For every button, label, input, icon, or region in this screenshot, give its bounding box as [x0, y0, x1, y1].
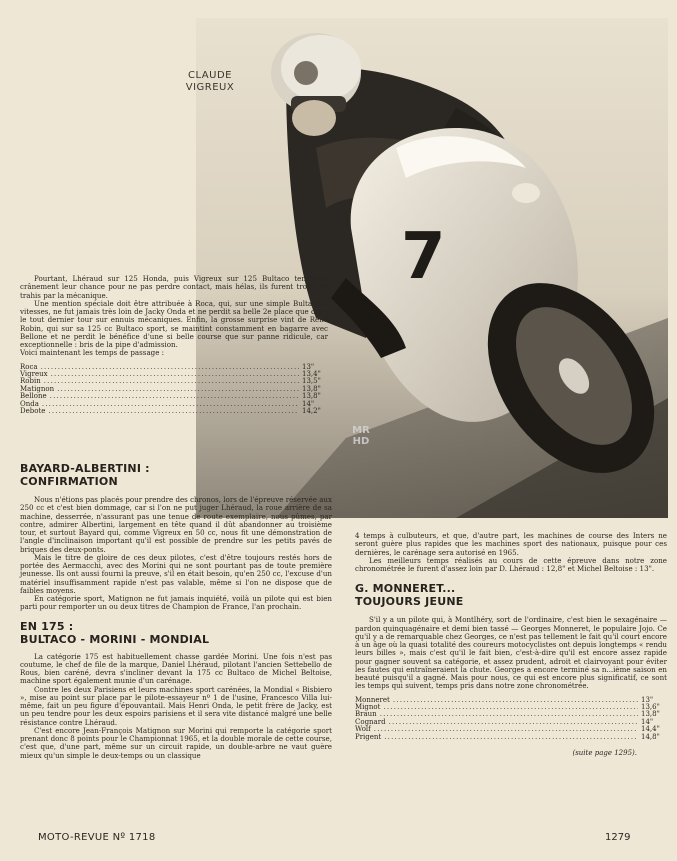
heading-line-1: EN 175 : [20, 619, 74, 633]
time-row [20, 364, 328, 371]
heading-line-2: CONFIRMATION [20, 475, 118, 488]
intro-paragraph-1: Pourtant, Lhéraud sur 125 Honda, puis Vigreux sur 125 Bultaco tentèrent crânement leur chance pour ne pas perdre contact, mais hélas, ils furent trop vite trahis par la mécanique. [20, 274, 328, 300]
section-heading-bayard [20, 462, 332, 488]
intro-text [20, 275, 328, 421]
right-column [355, 532, 667, 757]
rider-time: 14" [302, 399, 315, 408]
rider-name: Debote [20, 406, 46, 415]
race-number: 7 [401, 220, 446, 294]
heading-line-2: TOUJOURS JEUNE [355, 595, 464, 609]
rider-name: Braun [355, 710, 377, 719]
time-row [355, 711, 667, 718]
time-row [20, 386, 328, 393]
photo-caption [170, 70, 250, 94]
monneret-paragraph: S'il y a un pilote qui, à Montlhéry, sort de l'ordinaire, c'est bien le sexagénaire — pardon quinquagénaire et demi bien tassé — Georges Monneret, le populaire Jojo. Ce qu'il y a de remarquable chez Georges, ce n'est pas tellement le fait qu'il court encore à un âge où la quasi totalité des coureurs motocyclistes ont depuis longtemps « rendu leurs billes », mais c'est qu'il le fait bien, c'est-à-dire qu'il est encore assez rapide pour gagner souvent sa catégorie, et assez prudent, adroit et clairvoyant pour éviter les fautes qui entraîneraient la chute. Georges a encore terminé sa n...ième saison en beauté puisqu'il a gagné. Mais pour nous, ce qui est encore plus significatif, ce sont les temps qui suivent, temps pris dans notre zone chronométrée. [355, 615, 667, 691]
time-row [20, 408, 328, 415]
time-row [20, 371, 328, 378]
rider-time: 14" [641, 717, 654, 726]
rider-time: 13,8" [302, 392, 321, 401]
rider-name: Monneret [355, 695, 390, 704]
intro-paragraph-3: Voici maintenant les temps de passage : [20, 348, 165, 358]
rider-time: 14,8" [641, 732, 660, 741]
watermark-line-2: HD [352, 436, 370, 447]
time-row [355, 734, 667, 741]
en175-paragraph-2: Contre les deux Parisiens et leurs machines sport carénées, la Mondial « Bisbiero », mise au point sur place par le pilote-essayeur nº 1 de l'usine, Francesco Villa lui-même, fait un peu figure d'épouvantail. Mais Henri Onda, le petit frère de Jacky, est un peu tendre pour les deux espoirs parisiens et il sera vite distancé malgré une belle résistance contre Lhéraud. [20, 684, 332, 727]
caption-line-2: VIGREUX [185, 82, 235, 93]
section-heading-monneret [355, 582, 667, 608]
rider-name: Onda [20, 399, 39, 408]
time-row [20, 393, 328, 400]
rider-time: 13,4" [302, 369, 321, 378]
intro-paragraph-2: Une mention spéciale doit être attribuée à Roca, qui, sur une simple Bultaco 4 vitesses, ne fut jamais très loin de Jacky Onda et ne perdit sa belle 2e place que dans le tout dernier tour sur ennuis mécaniques. Enfin, la grosse surprise vint de René Robin, qui sur sa 125 cc Bultaco sport, se maintint constamment en bagarre avec Bellone et ne perdit le bénéfice d'une si belle course que sur panne ridicule, car exceptionnelle : bris de la pipe d'admission. [20, 298, 328, 349]
page-number: 1279 [605, 832, 631, 843]
rider-name: Roca [20, 362, 38, 371]
en175-paragraph-3: C'est encore Jean-François Matignon sur Morini qui remporte la catégorie sport prenant donc 8 points pour le Championnat 1965, et la double morale de cette course, c'est que, d'une part, même sur un circuit rapide, un double-arbre ne vaut guère mieux qu'un simple le deux-temps ou un classique [20, 725, 332, 760]
watermark-line-1: MR [352, 425, 370, 436]
rider-time: 14,4" [641, 725, 660, 734]
rider-time: 13" [641, 695, 654, 704]
times-list-monneret [355, 697, 667, 741]
watermark-logo [338, 425, 384, 447]
bayard-paragraph-1: Nous n'étions pas placés pour prendre des chronos, lors de l'épreuve réservée aux 250 cc et c'est bien dommage, car si l'on ne put juger Lhéraud, la roue arrière de sa machine, desserrée, n'assurant pas une tenue de route exemplaire, nous pûmes, par contre, admirer Albertini, largement en tête quand il dût abandonner au troisième tour, et surtout Bayard qui, comme Vigreux en 50 cc, nous fit une démonstration de l'angle d'inclinaison important qu'il est possible de prendre sur les petits pavés de briques des deux-ponts. [20, 495, 332, 554]
time-row [355, 697, 667, 704]
right-paragraph-1: 4 temps à culbuteurs, et que, d'autre part, les machines de course des Inters ne seront guère plus rapides que les machines sport des nationaux, puisque pour ces dernières, le carénage sera autorisé en 1965. [355, 531, 667, 557]
rider-name: Vigreux [20, 369, 48, 378]
rider-time: 13,8" [641, 710, 660, 719]
left-column [20, 462, 332, 760]
heading-line-2: BULTACO - MORINI - MONDIAL [20, 632, 210, 646]
section-heading-en175 [20, 620, 332, 646]
rider-name: Wolf [355, 725, 371, 734]
time-row [355, 726, 667, 733]
caption-line-1: CLAUDE [188, 70, 232, 81]
rider-time: 13" [302, 362, 315, 371]
rider-name: Mignot [355, 702, 381, 711]
rider-name: Matignon [20, 384, 55, 393]
rider-name: Robin [20, 377, 41, 386]
rider-time: 13,5" [302, 377, 321, 386]
times-list-125 [20, 364, 328, 416]
racer-photo [196, 18, 668, 518]
en175-paragraph-1: La catégorie 175 est habituellement chasse gardée Morini. Une fois n'est pas coutume, le chef de file de la marque, Daniel Lhéraud, pilotant l'ancien Settebello de Rous, bien caréné, devra s'incliner devant la 175 cc Bultaco de Michel Beltoise, machine sport également munie d'un carénage. [20, 651, 332, 686]
rider-name: Cognard [355, 717, 386, 726]
time-row [20, 378, 328, 385]
heading-line-1: G. MONNERET... [355, 582, 456, 596]
rider-name: Prigent [355, 732, 382, 741]
time-row [20, 401, 328, 408]
continued-note: (suite page 1295). [572, 748, 637, 757]
rider-time: 14,2" [302, 406, 321, 415]
time-row [355, 704, 667, 711]
rider-time: 13,8" [302, 384, 321, 393]
bayard-paragraph-2: Mais le titre de gloire de ces deux pilotes, c'est d'être toujours restés hors de portée des Aermacchi, avec des Morini qui ne sont pourtant pas de toute première jeunesse. Ils ont aussi fourni la preuve, s'il en était besoin, qu'en 250 cc, l'excuse d'un matériel insuffisamment rapide n'est pas valable, même si l'on ne dispose que de faibles moyens. [20, 552, 332, 595]
heading-line-1: BAYARD-ALBERTINI : [20, 462, 150, 475]
bayard-paragraph-3: En catégorie sport, Matignon ne fut jamais inquiété, voilà un pilote qui est bien parti pour remporter un ou deux titres de Champion de France, l'an prochain. [20, 594, 332, 612]
rider-name: Bellone [20, 392, 47, 401]
time-row [355, 719, 667, 726]
footer-magazine: MOTO-REVUE Nº 1718 [38, 832, 156, 843]
rider-time: 13,6" [641, 702, 660, 711]
right-paragraph-2: Les meilleurs temps réalisés au cours de cette épreuve dans notre zone chronométrée le furent d'assez loin par D. Lhéraud : 12,8" et Michel Beltoise : 13". [355, 555, 667, 573]
